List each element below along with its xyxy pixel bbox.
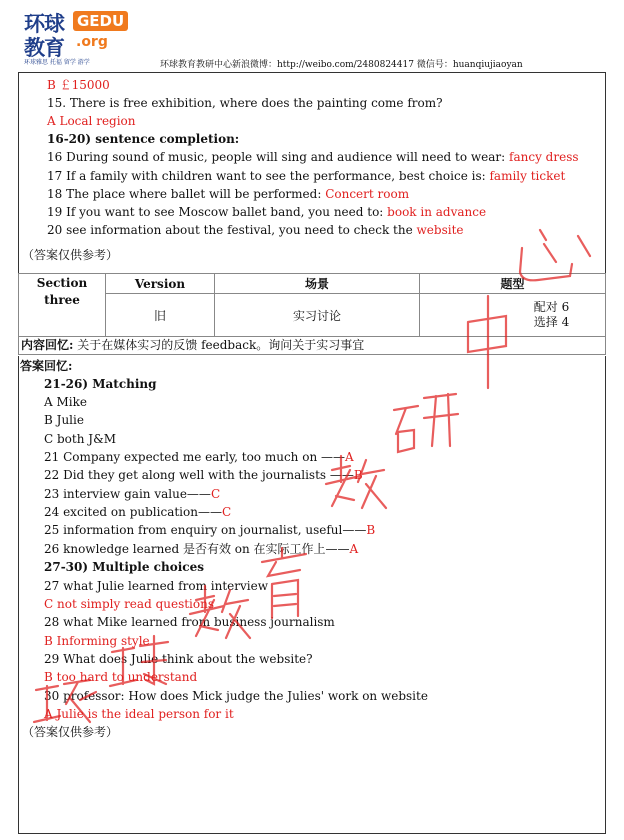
question-15: 15. There is free exhibition, where does the painting come from? [47, 96, 443, 110]
question-25-text: 25 information from enquiry on journalist, useful—— [44, 523, 367, 537]
version-value: 旧 [106, 294, 215, 337]
content-recall [21, 336, 364, 353]
content-recall-label: 内容回忆: [21, 338, 74, 352]
answer-22: B [353, 468, 363, 482]
answer-20: website [416, 223, 464, 237]
question-21 [44, 449, 354, 465]
question-26-text: 26 knowledge learned 是否有效 on 在实际工作上—— [44, 542, 350, 556]
question-21-text: 21 Company expected me early, too much on —— [44, 450, 345, 464]
answer-18: Concert room [325, 187, 410, 201]
logo-gedu-badge: GEDU [73, 11, 128, 31]
section-cell [19, 274, 106, 337]
logo-tagline: 环球雅思 托福 留学 游学 [24, 59, 90, 66]
question-18 [47, 186, 409, 202]
question-22 [44, 467, 363, 483]
answer-17: family ticket [489, 169, 566, 183]
question-18-text: 18 The place where ballet will be performed: [47, 187, 326, 201]
section-three-answers-frame [18, 356, 606, 834]
scene-header: 场景 [215, 274, 420, 294]
question-20 [47, 222, 464, 238]
logo-text-huanqiu: 环球 [24, 12, 64, 36]
content-recall-text: 关于在媒体实习的反馈 feedback。询问关于实习事宜 [73, 338, 365, 352]
question-19 [47, 204, 486, 220]
section-info-table [18, 273, 606, 337]
answer-16: fancy dress [509, 150, 579, 164]
logo-text-jiaoyu: 教育 [24, 36, 64, 60]
question-29: 29 What does Julie think about the website? [44, 652, 313, 666]
answer-25: B [366, 523, 376, 537]
page-header [0, 0, 624, 74]
section-header: Section [36, 276, 88, 290]
question-26 [44, 541, 358, 557]
question-20-text: 20 see information about the festival, you need to check the [47, 223, 417, 237]
answer-14: B ￡15000 [47, 78, 110, 92]
section-value: three [44, 293, 80, 307]
answer-19: book in advance [387, 205, 487, 219]
question-17-text: 17 If a family with children want to see the performance, best choice is: [47, 169, 490, 183]
version-header: Version [106, 274, 215, 294]
answer-23: C [210, 487, 221, 501]
question-30: 30 professor: How does Mick judge the Julies' work on website [44, 689, 428, 703]
reference-note-top: （答案仅供参考） [22, 248, 119, 262]
option-c: C both J&M [44, 432, 117, 446]
heading-27-30: 27-30) Multiple choices [44, 560, 204, 574]
answer-15: A Local region [47, 114, 136, 128]
question-28: 28 what Mike learned from business journalism [44, 615, 335, 629]
option-a: A Mike [44, 395, 87, 409]
question-24 [44, 504, 231, 520]
question-22-text: 22 Did they get along well with the journalists —— [44, 468, 354, 482]
answer-21: A [344, 450, 354, 464]
heading-21-26: 21-26) Matching [44, 377, 157, 391]
logo-org: .org [76, 34, 108, 50]
answer-27: C not simply read questions [44, 597, 215, 611]
answer-28: B Informing style [44, 634, 150, 648]
answer-29: B too hard to understand [44, 670, 198, 684]
gedu-logo [24, 8, 144, 68]
answers-label: 答案回忆: [20, 359, 73, 373]
type-choice: 选择 4 [533, 315, 570, 329]
heading-16-20: 16-20) sentence completion: [47, 132, 240, 146]
question-25 [44, 522, 375, 538]
question-24-text: 24 excited on publication—— [44, 505, 222, 519]
question-17 [47, 168, 565, 184]
answer-30: A Julie is the ideal person for it [44, 707, 234, 721]
type-matching: 配对 6 [533, 300, 570, 314]
question-16-text: 16 During sound of music, people will sing and audience will need to wear: [47, 150, 510, 164]
content-recall-row [18, 333, 606, 355]
type-header: 题型 [420, 274, 606, 294]
reference-note-bottom: （答案仅供参考） [22, 725, 119, 739]
question-19-text: 19 If you want to see Moscow ballet band, you need to: [47, 205, 388, 219]
option-b: B Julie [44, 413, 84, 427]
type-value [420, 294, 606, 337]
answer-24: C [221, 505, 232, 519]
question-27: 27 what Julie learned from interview [44, 579, 268, 593]
answer-26: A [349, 542, 359, 556]
question-23-text: 23 interview gain value—— [44, 487, 211, 501]
header-contact-info: 环球教育教研中心新浪微博：http://weibo.com/2480824417 微信号：huanqiujiaoyan [160, 60, 523, 70]
question-23 [44, 486, 220, 502]
question-16 [47, 149, 579, 165]
scene-value: 实习讨论 [215, 294, 420, 337]
